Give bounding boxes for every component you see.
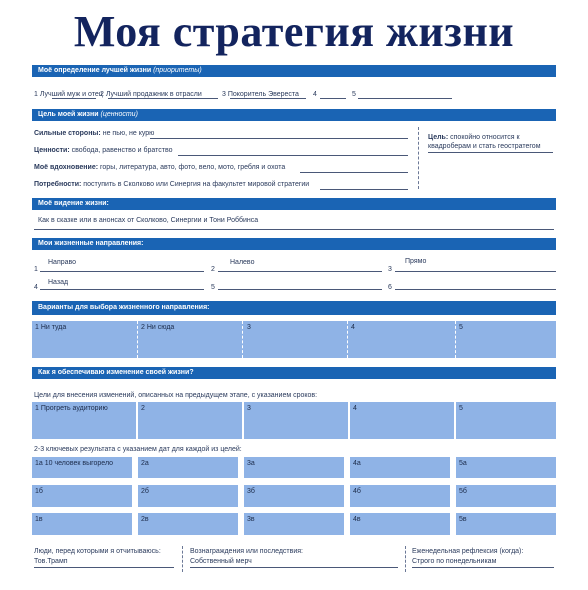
change-goal-cell-1[interactable]: 1 Прогреть аудиторию (32, 402, 136, 439)
directions-header: Мои жизненные направления: (32, 238, 556, 250)
strengths-row[interactable] (34, 129, 154, 138)
priorities-header (32, 65, 556, 77)
change-goals-label: Цели для внесения изменений, описанных на предыдущем этапе, с указанием сроков: (34, 392, 318, 399)
target-label: Цель: (428, 134, 449, 141)
priority-item-3[interactable]: 3 Покоритель Эвереста (222, 91, 299, 98)
strengths-label: Сильные стороны: (34, 130, 101, 137)
direction-line-4 (40, 289, 204, 290)
variant-cell-5[interactable]: 5 (459, 324, 463, 331)
direction-line-5 (218, 289, 382, 290)
change-results-label: 2-3 ключевых результата с указанием дат для каждой из целей: (34, 446, 242, 453)
vision-header: Моё видение жизни: (32, 198, 556, 210)
needs-row[interactable] (34, 180, 309, 189)
priority-item-4[interactable]: 4 (313, 91, 317, 98)
needs-value: поступить в Сколково или Синергия на факультет мировой стратегии (83, 181, 310, 188)
people-line (34, 567, 174, 568)
result-cell-4b[interactable]: 4б (350, 485, 450, 507)
target-line (428, 152, 553, 153)
direction-num-2: 2 (211, 266, 215, 273)
priority-line-1 (52, 98, 96, 99)
inspiration-row[interactable] (34, 163, 285, 172)
values-label: Ценности: (34, 147, 70, 154)
goal-header (32, 109, 556, 121)
direction-num-5: 5 (211, 284, 215, 291)
values-value: свобода, равенство и братство (71, 147, 173, 154)
result-cell-1v[interactable]: 1в (32, 513, 132, 535)
direction-value-2[interactable]: Налево (230, 259, 255, 266)
result-cell-5b[interactable]: 5б (456, 485, 556, 507)
result-cell-3b[interactable]: 3б (244, 485, 344, 507)
vision-text[interactable]: Как в сказке или в анонсах от Сколково, Синергии и Тони Роббинса (38, 217, 259, 224)
variant-cell-2[interactable]: 2 Ни сюда (141, 324, 175, 331)
page-title: Моя стратегия жизни (73, 7, 515, 56)
direction-line-2 (218, 271, 382, 272)
reflection-line (412, 567, 554, 568)
direction-line-1 (40, 271, 204, 272)
result-cell-3a[interactable]: 3а (244, 457, 344, 478)
direction-line-6 (395, 289, 556, 290)
values-line (178, 155, 408, 156)
footer-divider-1 (182, 546, 183, 572)
direction-num-6: 6 (388, 284, 392, 291)
priority-line-3 (230, 98, 306, 99)
rewards-label: Вознаграждения или последствия: (190, 548, 303, 555)
rewards-value[interactable]: Собственный мерч (190, 558, 252, 565)
result-cell-5a[interactable]: 5а (456, 457, 556, 478)
direction-line-3 (395, 271, 556, 272)
inspiration-value: горы, литература, авто, фото, вело, мото, гребля и охота (100, 164, 286, 171)
variant-cell-3[interactable]: 3 (247, 324, 251, 331)
target-row[interactable] (428, 133, 520, 142)
direction-value-3[interactable]: Прямо (405, 258, 427, 265)
variant-cell-1[interactable]: 1 Ни туда (35, 324, 67, 331)
inspiration-label: Моё вдохновение: (34, 164, 99, 171)
needs-label: Потребности: (34, 181, 82, 188)
direction-num-3: 3 (388, 266, 392, 273)
strengths-line (150, 138, 408, 139)
priority-line-5 (358, 98, 452, 99)
change-header: Как я обеспечиваю изменение своей жизни? (32, 367, 556, 379)
change-goal-cell-5[interactable]: 5 (456, 402, 556, 439)
target-value-2: квадроберам и стать геостратегом (428, 143, 541, 150)
goal-header-label: Цель моей жизни (38, 111, 99, 118)
direction-value-4[interactable]: Назад (48, 279, 69, 286)
variant-sep-1 (137, 321, 138, 358)
target-value-1: спокойно относится к (450, 134, 520, 141)
direction-num-4: 4 (34, 284, 38, 291)
inspiration-line (300, 172, 408, 173)
vision-line (34, 229, 554, 230)
change-goal-cell-2[interactable]: 2 (138, 402, 242, 439)
values-row[interactable] (34, 146, 173, 155)
result-cell-5v[interactable]: 5в (456, 513, 556, 535)
reflection-label: Еженедельная рефлексия (когда): (412, 548, 524, 555)
goal-divider (418, 127, 419, 189)
priority-line-4 (320, 98, 346, 99)
priority-item-5[interactable]: 5 (352, 91, 356, 98)
result-cell-4v[interactable]: 4в (350, 513, 450, 535)
change-goal-cell-4[interactable]: 4 (350, 402, 454, 439)
people-value[interactable]: Тов.Трамп (34, 558, 68, 565)
priority-item-1[interactable]: 1 Лучший муж и отец (34, 91, 103, 98)
result-cell-2a[interactable]: 2а (138, 457, 238, 478)
result-cell-1b[interactable]: 1б (32, 485, 132, 507)
variant-cell-4[interactable]: 4 (351, 324, 355, 331)
goal-header-note: (ценности) (100, 111, 138, 118)
result-cell-1a[interactable]: 1а 10 человек выгорело (32, 457, 132, 478)
priorities-header-note: (приоритеты) (153, 67, 202, 74)
result-cell-3v[interactable]: 3в (244, 513, 344, 535)
priority-item-2[interactable]: 2 Лучший продажник в отрасли (100, 91, 202, 98)
priority-line-2 (108, 98, 218, 99)
result-cell-4a[interactable]: 4а (350, 457, 450, 478)
result-cell-2v[interactable]: 2в (138, 513, 238, 535)
needs-line (320, 189, 408, 190)
rewards-line (190, 567, 398, 568)
footer-divider-2 (405, 546, 406, 572)
variant-sep-4 (455, 321, 456, 358)
variant-sep-2 (242, 321, 243, 358)
result-cell-2b[interactable]: 2б (138, 485, 238, 507)
variants-header: Варианты для выбора жизненного направления: (32, 301, 556, 315)
reflection-value[interactable]: Строго по понедельникам (412, 558, 497, 565)
direction-num-1: 1 (34, 266, 38, 273)
people-label: Люди, перед которыми я отчитываюсь: (34, 548, 161, 555)
strengths-value: не пью, не курю (102, 130, 155, 137)
change-goal-cell-3[interactable]: 3 (244, 402, 348, 439)
priorities-header-label: Моё определение лучшей жизни (38, 67, 152, 74)
direction-value-1[interactable]: Направо (48, 259, 77, 266)
variant-sep-3 (347, 321, 348, 358)
